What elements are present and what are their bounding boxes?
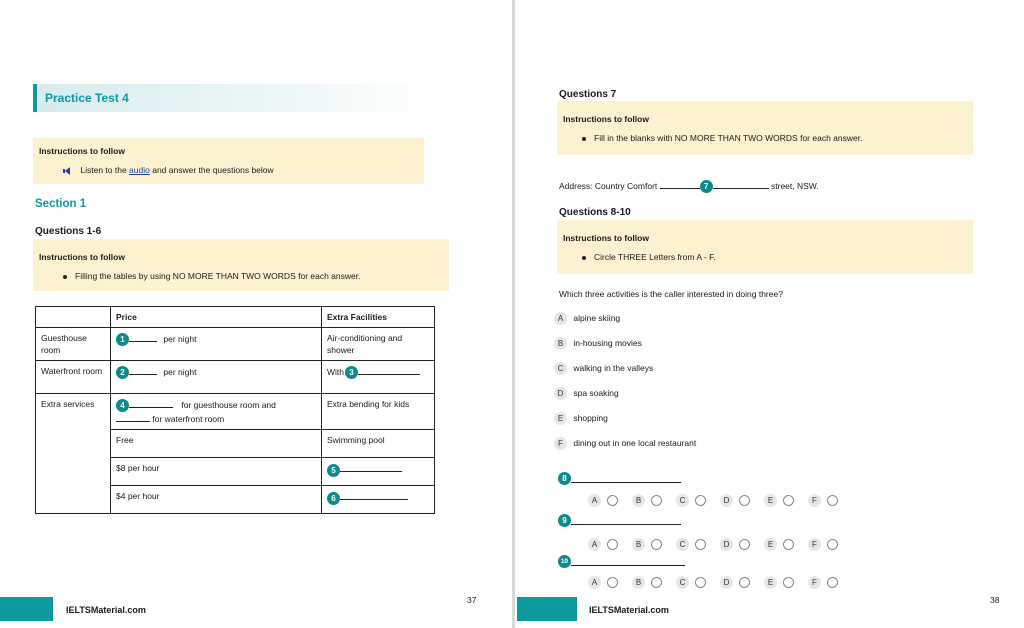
radio-button[interactable]	[607, 495, 618, 506]
option-letter: D	[554, 387, 567, 400]
table-cell	[322, 458, 435, 486]
choice-letter: A	[588, 576, 601, 589]
radio-button[interactable]	[607, 577, 618, 588]
bullet-icon	[63, 275, 67, 279]
choice-letter: C	[676, 576, 689, 589]
page-title: Practice Test 4	[45, 91, 129, 105]
radio-button[interactable]	[651, 577, 662, 588]
table-row	[36, 328, 435, 361]
option-text: dining out in one local restaurant	[573, 437, 697, 448]
radio-button[interactable]	[739, 495, 750, 506]
radio-button[interactable]	[783, 495, 794, 506]
answer-blank[interactable]	[660, 179, 700, 189]
radio-button[interactable]	[827, 577, 838, 588]
option-letter: A	[554, 312, 567, 325]
footer-brand: IELTSMaterial.com	[589, 605, 669, 615]
table-header-row	[36, 307, 435, 328]
answer-9-choices	[588, 536, 852, 554]
question-number-badge: 3	[345, 366, 358, 379]
radio-button[interactable]	[695, 495, 706, 506]
instructions-line: Listen to the audio and answer the questions below	[63, 165, 274, 175]
questions-8-10-heading: Questions 8-10	[559, 207, 631, 218]
radio-button[interactable]	[783, 577, 794, 588]
option-text: shopping	[573, 412, 608, 423]
answer-blank[interactable]	[340, 490, 408, 500]
option-letter: B	[554, 337, 567, 350]
audio-link[interactable]: audio	[129, 165, 150, 175]
instructions-line: Circle THREE Letters from A - F.	[582, 252, 716, 262]
question-number-badge: 8	[558, 472, 571, 485]
instructions-box-4	[557, 220, 973, 274]
instructions-line: Fill in the blanks with NO MORE THAN TWO WORDS for each answer.	[582, 133, 862, 143]
answer-blank[interactable]	[713, 179, 769, 189]
table-cell: 1 per night	[111, 328, 322, 361]
radio-button[interactable]	[695, 577, 706, 588]
table-cell: With 3	[322, 361, 435, 394]
instructions-heading: Instructions to follow	[39, 252, 125, 262]
table-cell	[322, 486, 435, 514]
instructions-box-2	[33, 239, 449, 291]
option-text: walking in the valleys	[573, 362, 654, 373]
table-cell: $4 per hour	[111, 486, 322, 514]
option-item	[554, 362, 653, 375]
choice-letter: D	[720, 576, 733, 589]
table-cell: Extra bending for kids	[322, 394, 435, 430]
choice-letter: A	[588, 538, 601, 551]
answer-blank[interactable]	[571, 515, 681, 525]
table-cell: 4 for guesthouse room and for waterfront room	[111, 394, 322, 430]
bullet-icon	[582, 137, 586, 141]
question-number-badge: 2	[116, 366, 129, 379]
table-cell: Swimming pool	[322, 430, 435, 458]
question-number-badge: 6	[327, 492, 340, 505]
radio-button[interactable]	[827, 495, 838, 506]
table-cell: 2 per night	[111, 361, 322, 394]
answer-8-line	[558, 470, 681, 488]
answer-blank[interactable]	[129, 365, 157, 375]
answer-10-choices	[588, 574, 852, 592]
radio-button[interactable]	[607, 539, 618, 550]
page-number: 38	[990, 595, 1000, 605]
table-cell: Waterfront room	[36, 361, 111, 394]
question-number-badge: 5	[327, 464, 340, 477]
answer-blank[interactable]	[571, 556, 685, 566]
instructions-heading: Instructions to follow	[39, 146, 125, 156]
answer-blank[interactable]	[571, 473, 681, 483]
option-text: spa soaking	[573, 387, 619, 398]
question-number-badge: 10	[558, 555, 571, 568]
answer-blank[interactable]	[340, 462, 402, 472]
question-text: Which three activities is the caller interested in doing three?	[559, 289, 783, 299]
option-item	[554, 412, 608, 425]
answer-blank[interactable]	[358, 365, 420, 375]
answer-8-choices	[588, 492, 852, 510]
speaker-icon	[63, 165, 72, 175]
option-text: alpine skiing	[573, 312, 621, 323]
option-item	[554, 312, 620, 325]
option-letter: C	[554, 362, 567, 375]
answer-9-line	[558, 512, 681, 530]
page-number: 37	[467, 595, 477, 605]
table-cell: $8 per hour	[111, 458, 322, 486]
footer-bar	[517, 597, 577, 621]
instructions-box-3	[557, 101, 973, 155]
choice-letter: F	[808, 494, 821, 507]
footer-bar	[0, 597, 53, 621]
section-heading: Section 1	[35, 198, 87, 210]
choice-letter: A	[588, 494, 601, 507]
bullet-icon	[582, 256, 586, 260]
question-number-badge: 1	[116, 333, 129, 346]
instructions-heading: Instructions to follow	[563, 114, 649, 124]
choice-letter: B	[632, 494, 645, 507]
radio-button[interactable]	[651, 539, 662, 550]
option-item	[554, 387, 619, 400]
choice-letter: C	[676, 494, 689, 507]
answer-blank[interactable]	[129, 332, 157, 342]
answer-blank[interactable]	[116, 412, 150, 422]
choice-letter: F	[808, 576, 821, 589]
radio-button[interactable]	[695, 539, 706, 550]
choice-letter: E	[764, 538, 777, 551]
option-item	[554, 437, 696, 450]
instructions-heading: Instructions to follow	[563, 233, 649, 243]
table-header-cell: Price	[111, 307, 322, 328]
table-cell: Guesthouse room	[36, 328, 111, 361]
question-number-badge: 4	[116, 399, 129, 412]
choice-letter: C	[676, 538, 689, 551]
footer-brand: IELTSMaterial.com	[66, 605, 146, 615]
radio-button[interactable]	[651, 495, 662, 506]
choice-letter: D	[720, 538, 733, 551]
table-header-cell	[36, 307, 111, 328]
question-number-badge: 7	[700, 180, 713, 193]
choice-letter: B	[632, 538, 645, 551]
option-letter: E	[554, 412, 567, 425]
questions-7-heading: Questions 7	[559, 89, 617, 100]
table-cell: Air-conditioning and shower	[322, 328, 435, 361]
answer-10-line	[558, 553, 685, 571]
questions-heading: Questions 1-6	[35, 226, 102, 237]
radio-button[interactable]	[827, 539, 838, 550]
table-cell: Free	[111, 430, 322, 458]
instructions-box	[33, 138, 424, 184]
table-cell: Extra services	[36, 394, 111, 514]
option-item	[554, 337, 642, 350]
table-row	[36, 361, 435, 394]
option-letter: F	[554, 437, 567, 450]
table-row	[36, 394, 435, 430]
address-line: Address: Country Comfort 7 street, NSW.	[559, 181, 819, 192]
option-text: in-housing movies	[573, 337, 642, 348]
instructions-line: Filling the tables by using NO MORE THAN TWO WORDS for each answer.	[63, 271, 360, 281]
radio-button[interactable]	[783, 539, 794, 550]
answer-blank[interactable]	[129, 398, 173, 408]
choice-letter: B	[632, 576, 645, 589]
choice-letter: D	[720, 494, 733, 507]
question-number-badge: 9	[558, 514, 571, 527]
choice-letter: E	[764, 494, 777, 507]
choice-letter: F	[808, 538, 821, 551]
accommodation-table	[35, 306, 435, 514]
choice-letter: E	[764, 576, 777, 589]
radio-button[interactable]	[739, 577, 750, 588]
practice-test-title-bar	[33, 84, 433, 112]
radio-button[interactable]	[739, 539, 750, 550]
table-header-cell: Extra Facilities	[322, 307, 435, 328]
